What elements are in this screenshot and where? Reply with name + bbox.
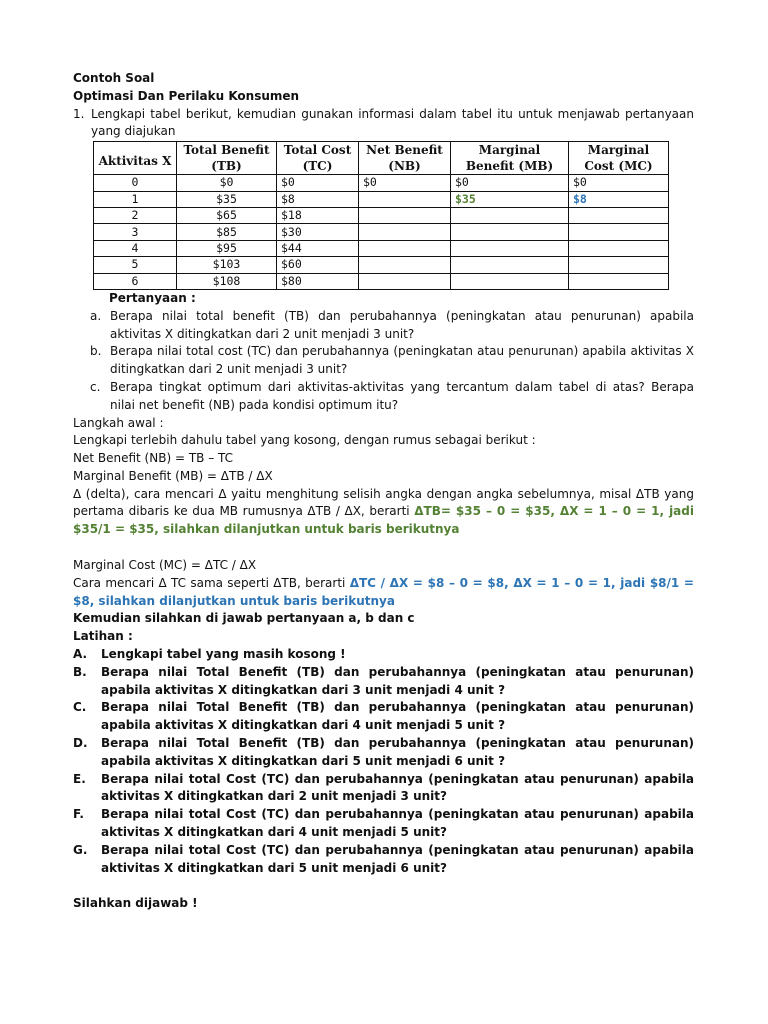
cell-mb [451,224,569,240]
cell-mb: $0 [451,175,569,191]
cell-x: 4 [94,240,177,256]
cell-mb [451,273,569,289]
table-header-row [94,142,669,175]
langkah-heading: Langkah awal : [73,415,164,430]
document-page [73,70,694,913]
cell-mb [451,240,569,256]
cell-tb: $35 [177,191,277,207]
table-row [94,175,669,191]
exercise-c [73,699,694,735]
cell-tb: $0 [177,175,277,191]
header-total-cost: Total Cost (TC) [277,142,359,175]
question-a-text: Berapa nilai total benefit (TB) dan perubahannya (peningkatan atau penurunan) apabila aktivitas X ditingkatkan dari 2 unit menjadi 3 unit? [110,308,694,341]
question-1-number: 1. [73,106,85,121]
question-a [73,308,694,344]
cell-nb [359,257,451,273]
mc-text: Cara mencari Δ TC sama seperti ΔTB, berarti [73,575,346,590]
cell-mb [451,207,569,223]
mc-explanation [73,575,694,611]
header-marginal-cost: Marginal Cost (MC) [569,142,669,175]
doc-title: Contoh Soal [73,71,155,85]
question-b-number: b. [90,344,102,359]
delta-explanation [73,486,694,539]
exercise-b-number: B. [73,664,87,679]
net-benefit-formula: Net Benefit (NB) = TB – TC [73,451,234,466]
question-1-text: Lengkapi tabel berikut, kemudian gunakan informasi dalam tabel itu untuk menjawab pertanyaan yang diajukan [91,106,694,139]
cell-nb [359,273,451,289]
exercise-g [73,842,694,878]
cell-tc: $0 [277,175,359,191]
cell-tb: $65 [177,207,277,223]
cell-tb: $95 [177,240,277,256]
cell-nb [359,207,451,223]
marginal-benefit-formula: Marginal Benefit (MB) = ΔTB / ΔX [73,468,273,483]
kemudian-text: Kemudian silahkan di jawab pertanyaan a, b dan c [73,611,415,626]
header-marginal-benefit: Marginal Benefit (MB) [451,142,569,175]
exercise-g-text: Berapa nilai total Cost (TC) dan perubahannya (peningkatan atau penurunan) apabila aktivitas X ditingkatkan dari 5 unit menjadi 6 unit? [101,842,694,875]
question-c [73,379,694,415]
cell-tc: $30 [277,224,359,240]
cell-nb: $0 [359,175,451,191]
cell-mc: $8 [569,191,669,207]
cell-mc [569,207,669,223]
cell-tc: $80 [277,273,359,289]
exercise-d-number: D. [73,736,88,751]
spacer [73,539,694,557]
exercise-e-text: Berapa nilai total Cost (TC) dan perubahannya (peningkatan atau penurunan) apabila aktivitas X ditingkatkan dari 2 unit menjadi 3 unit? [101,771,694,804]
exercise-b [73,664,694,700]
table-row [94,207,669,223]
lengkapi-text: Lengkapi terlebih dahulu tabel yang kosong, dengan rumus sebagai berikut : [73,433,536,448]
header-net-benefit: Net Benefit (NB) [359,142,451,175]
exercise-g-number: G. [73,842,88,857]
table-row [94,191,669,207]
exercise-f-number: F. [73,807,84,822]
header-aktivitas: Aktivitas X [94,142,177,175]
question-a-number: a. [90,308,102,323]
cell-x: 0 [94,175,177,191]
exercise-e [73,771,694,807]
cell-x: 6 [94,273,177,289]
cell-mb: $35 [451,191,569,207]
exercise-b-text: Berapa nilai Total Benefit (TB) dan perubahannya (peningkatan atau penurunan) apabila aktivitas X ditingkatkan dari 3 unit menjadi 4 unit ? [101,664,694,697]
table-row [94,273,669,289]
table-row [94,224,669,240]
cell-x: 1 [94,191,177,207]
cell-tc: $44 [277,240,359,256]
cell-mc: $0 [569,175,669,191]
spacer [73,877,694,895]
question-c-text: Berapa tingkat optimum dari aktivitas-aktivitas yang tercantum dalam tabel di atas? Berapa nilai net benefit (NB) pada kondisi optimum itu? [110,379,694,412]
exercise-d-text: Berapa nilai Total Benefit (TB) dan perubahannya (peningkatan atau penurunan) apabila aktivitas X ditingkatkan dari 5 unit menjadi 6 unit ? [101,736,694,768]
cell-tc: $8 [277,191,359,207]
cell-nb [359,191,451,207]
cell-x: 3 [94,224,177,240]
table-row [94,257,669,273]
cell-mc [569,240,669,256]
cell-nb [359,240,451,256]
mc-example-blue: ΔTC / ΔX = $8 – 0 = $8, ΔX = 1 – 0 = 1, jadi $8/1 = $8, silahkan dilanjutkan untuk baris berikutnya [73,575,694,608]
cell-mc [569,257,669,273]
latihan-heading: Latihan : [73,629,133,644]
cell-tb: $108 [177,273,277,289]
question-1 [73,106,694,142]
exercise-f [73,806,694,842]
delta-text: Δ (delta), cara mencari Δ yaitu menghitung selisih angka dengan angka sebelumnya, misal ΔTB yang pertama dibaris ke dua MB rumusnya ΔTB / ΔX, berarti [73,486,694,519]
exercise-a-number: A. [73,647,88,662]
question-c-number: c. [90,379,101,394]
cell-mc [569,224,669,240]
cell-x: 5 [94,257,177,273]
exercise-d [73,735,694,771]
question-b [73,343,694,379]
cell-tb: $103 [177,257,277,273]
marginal-cost-formula: Marginal Cost (MC) = ΔTC / ΔX [73,558,257,573]
cell-mb [451,257,569,273]
delta-example-green: ΔTB= $35 – 0 = $35, ΔX = 1 – 0 = 1, jadi $35/1 = $35, silahkan dilanjutkan untuk baris berikutnya [73,504,694,537]
header-total-benefit: Total Benefit (TB) [177,142,277,175]
exercise-e-number: E. [73,771,86,786]
pertanyaan-heading: Pertanyaan : [109,290,196,305]
exercise-a [73,646,694,664]
question-b-text: Berapa nilai total cost (TC) dan perubahannya (peningkatan atau penurunan) apabila aktivitas X ditingkatkan dari 2 unit menjadi 3 unit? [110,344,694,377]
exercise-f-text: Berapa nilai total Cost (TC) dan perubahannya (peningkatan atau penurunan) apabila aktivitas X ditingkatkan dari 4 unit menjadi 5 unit? [101,807,694,840]
cell-nb [359,224,451,240]
doc-subtitle: Optimasi Dan Perilaku Konsumen [73,88,300,103]
exercise-a-text: Lengkapi tabel yang masih kosong ! [101,647,346,662]
cell-tc: $18 [277,207,359,223]
exercise-c-text: Berapa nilai Total Benefit (TB) dan perubahannya (peningkatan atau penurunan) apabila aktivitas X ditingkatkan dari 4 unit menjadi 5 unit ? [101,700,694,733]
cell-tc: $60 [277,257,359,273]
cell-x: 2 [94,207,177,223]
table-row [94,240,669,256]
benefit-cost-table [93,141,669,290]
cell-tb: $85 [177,224,277,240]
exercise-c-number: C. [73,700,87,715]
cell-mc [569,273,669,289]
silahkan-dijawab: Silahkan dijawab ! [73,896,198,911]
